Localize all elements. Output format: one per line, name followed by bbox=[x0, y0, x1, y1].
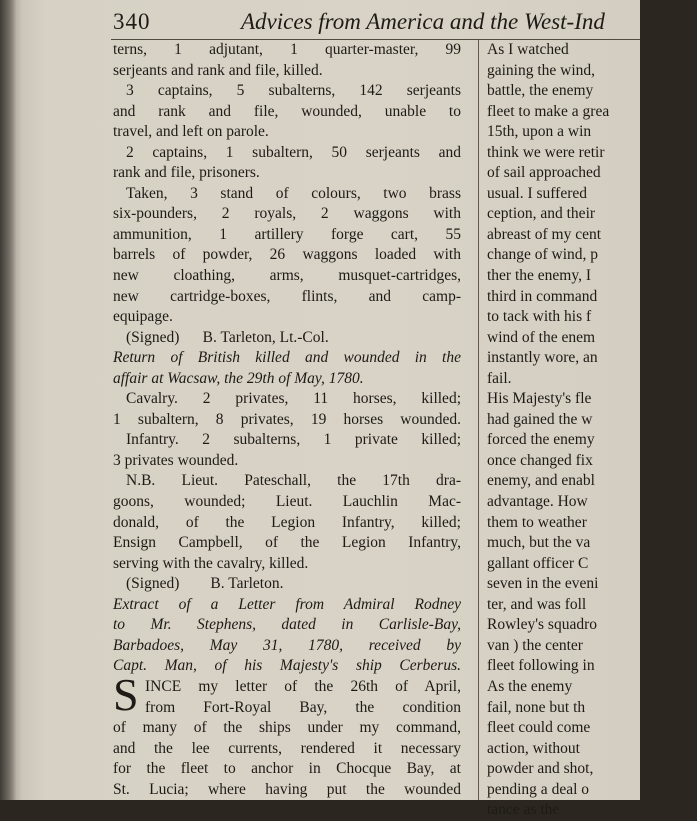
text-line: Ensign Campbell, of the Legion Infantry, bbox=[113, 534, 461, 552]
text-line: six-pounders, 2 royals, 2 waggons with bbox=[113, 205, 461, 223]
text-line: once changed fix bbox=[487, 451, 593, 469]
text-line: instantly wore, an bbox=[487, 349, 598, 367]
text-line: goons, wounded; Lieut. Lauchlin Mac- bbox=[113, 493, 461, 511]
text-line: to Mr. Stephens, dated in Carlisle-Bay, bbox=[113, 616, 461, 634]
text-line: ception, and their bbox=[487, 205, 596, 223]
text-line: 3 captains, 5 subalterns, 142 serjeants bbox=[126, 82, 461, 100]
text-line: donald, of the Legion Infantry, killed; bbox=[113, 513, 461, 531]
text-line: fleet to make a grea bbox=[487, 102, 610, 120]
left-column bbox=[113, 40, 461, 800]
text-line: from Fort-Royal Bay, the condition bbox=[145, 698, 461, 716]
text-line: 3 privates wounded. bbox=[113, 451, 239, 469]
text-line: Return of British killed and wounded in the bbox=[113, 349, 461, 367]
text-line: powder and shot, bbox=[487, 760, 594, 778]
text-line: gallant officer C bbox=[487, 554, 589, 572]
running-title: Advices from America and the West-Ind bbox=[241, 9, 605, 34]
text-line: for the fleet to anchor in Chocque Bay, at bbox=[113, 760, 461, 778]
page-number: 340 bbox=[113, 9, 151, 34]
text-line: ter, and was foll bbox=[487, 595, 587, 613]
text-line: new cloathing, arms, musquet-cartridges, bbox=[113, 267, 461, 285]
text-line: ther the enemy, I bbox=[487, 267, 592, 285]
text-line: of sail approached bbox=[487, 164, 601, 182]
text-line: ammunition, 1 artillery forge cart, 55 bbox=[113, 225, 461, 243]
text-line: enemy, and enabl bbox=[487, 472, 595, 490]
text-line: Barbadoes, May 31, 1780, received by bbox=[113, 636, 461, 654]
text-line: travel, and left on parole. bbox=[113, 123, 269, 141]
text-line: wind of the enem bbox=[487, 328, 596, 346]
text-line: of many of the ships under my command, bbox=[113, 719, 461, 737]
text-line: change of wind, p bbox=[487, 246, 599, 264]
text-line: Rowley's squadro bbox=[487, 616, 597, 634]
text-line: Capt. Man, of his Majesty's ship Cerberus. bbox=[113, 657, 461, 675]
text-line: 1 subaltern, 8 privates, 19 horses wounded. bbox=[113, 410, 461, 428]
text-line: pending a deal o bbox=[487, 780, 590, 798]
text-line: action, without bbox=[487, 739, 580, 757]
text-line: think we were retir bbox=[487, 143, 605, 161]
text-line: (Signed) B. Tarleton. bbox=[126, 575, 284, 593]
text-line: fail, none but th bbox=[487, 698, 586, 716]
text-line: tance as the bbox=[487, 801, 560, 819]
text-line: INCE my letter of the 26th of April, bbox=[145, 677, 461, 695]
text-line: fleet following in bbox=[487, 657, 595, 675]
text-line: them to weather bbox=[487, 513, 587, 531]
text-line: 15th, upon a win bbox=[487, 123, 592, 141]
text-line: new cartridge-boxes, flints, and camp- bbox=[113, 287, 461, 305]
text-line: and the lee currents, rendered it necessary bbox=[113, 739, 461, 757]
text-line: Taken, 3 stand of colours, two brass bbox=[126, 184, 461, 202]
text-line: forced the enemy bbox=[487, 431, 595, 449]
text-line: terns, 1 adjutant, 1 quarter-master, 99 bbox=[113, 41, 461, 58]
text-line: affair at Wacsaw, the 29th of May, 1780. bbox=[113, 369, 364, 387]
right-column bbox=[487, 40, 697, 821]
text-line: serving with the cavalry, killed. bbox=[113, 554, 309, 572]
text-line: third in command bbox=[487, 287, 598, 305]
text-line: fleet could come bbox=[487, 719, 591, 737]
text-line: Extract of a Letter from Admiral Rodney bbox=[113, 595, 461, 613]
text-line: fail. bbox=[487, 369, 512, 387]
text-line: seven in the eveni bbox=[487, 575, 599, 593]
text-line: barrels of powder, 26 waggons loaded with bbox=[113, 246, 461, 264]
text-line: gaining the wind, bbox=[487, 61, 596, 79]
text-line: N.B. Lieut. Pateschall, the 17th dra- bbox=[126, 472, 461, 490]
text-line: Cavalry. 2 privates, 11 horses, killed; bbox=[126, 390, 461, 408]
text-line: equipage. bbox=[113, 308, 173, 326]
text-line: usual. I suffered bbox=[487, 184, 588, 202]
text-line: abreast of my cent bbox=[487, 225, 602, 243]
text-line: 2 captains, 1 subaltern, 50 serjeants and bbox=[126, 143, 461, 161]
text-line: (Signed) B. Tarleton, Lt.-Col. bbox=[126, 328, 329, 346]
drop-cap: S bbox=[113, 669, 139, 720]
text-line: van ) the center bbox=[487, 636, 583, 654]
text-line: to tack with his f bbox=[487, 308, 592, 326]
text-line: rank and file, prisoners. bbox=[113, 164, 260, 182]
text-line: serjeants and rank and file, killed. bbox=[113, 61, 323, 79]
text-line: and rank and file, wounded, unable to bbox=[113, 102, 461, 120]
text-line: much, but the va bbox=[487, 534, 591, 552]
text-line: As the enemy bbox=[487, 677, 573, 695]
text-line: battle, the enemy bbox=[487, 82, 594, 100]
column-rule bbox=[478, 40, 479, 800]
text-line: As I watched bbox=[487, 41, 569, 58]
text-line: had gained the w bbox=[487, 410, 593, 428]
text-line: Infantry. 2 subalterns, 1 private killed; bbox=[126, 431, 461, 449]
text-line: St. Lucia; where having put the wounded bbox=[113, 780, 461, 798]
text-line: His Majesty's fle bbox=[487, 390, 592, 408]
text-line: advantage. How bbox=[487, 493, 588, 511]
